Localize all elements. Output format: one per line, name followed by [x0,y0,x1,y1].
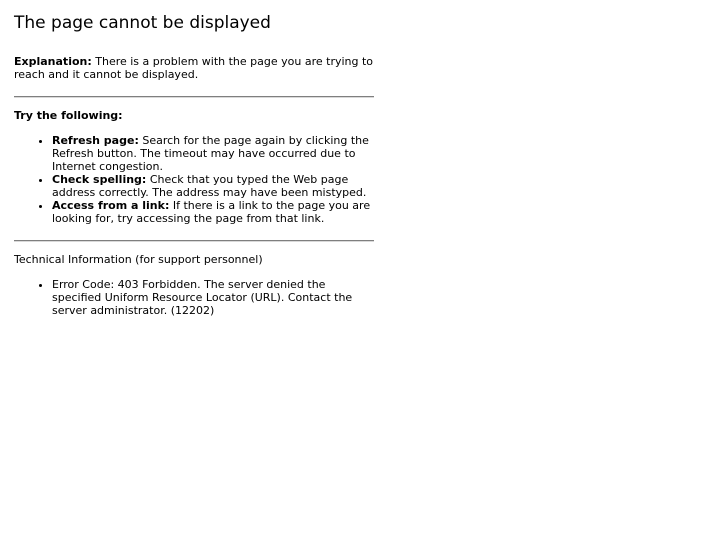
page-title: The page cannot be displayed [14,13,271,33]
explanation-text: There is a problem with the page you are trying to reach and it cannot be displayed. [14,55,374,81]
technical-info-list [14,278,374,317]
suggestion-text: Search for the page again by clicking the Refresh button. The timeout may have occurred due to Internet congestion. [52,134,369,173]
list-item-access-from-link [52,199,374,225]
suggestion-text: Check that you typed the Web page address correctly. The address may have been mistyped. [52,173,367,199]
suggestion-label: Access from a link: [52,199,170,212]
divider-top [14,96,374,98]
error-code-text: Error Code: 403 Forbidden. The server denied the specified Uniform Resource Locator (URL). Contact the server administrator. (12202) [52,278,353,317]
error-page-content [14,0,374,317]
list-item-error-code [52,278,374,317]
explanation-paragraph [14,55,374,81]
suggestion-text: If there is a link to the page you are looking for, try accessing the page from that link. [52,199,371,225]
divider-bottom [14,240,374,242]
explanation-label: Explanation: [14,55,92,68]
technical-information-heading: Technical Information (for support personnel) [14,253,263,266]
list-item-check-spelling [52,173,374,199]
suggestion-label: Check spelling: [52,173,147,186]
list-item-refresh-page [52,134,374,173]
suggestion-label: Refresh page: [52,134,139,147]
suggestion-list [14,134,374,225]
try-following-heading: Try the following: [14,109,123,122]
